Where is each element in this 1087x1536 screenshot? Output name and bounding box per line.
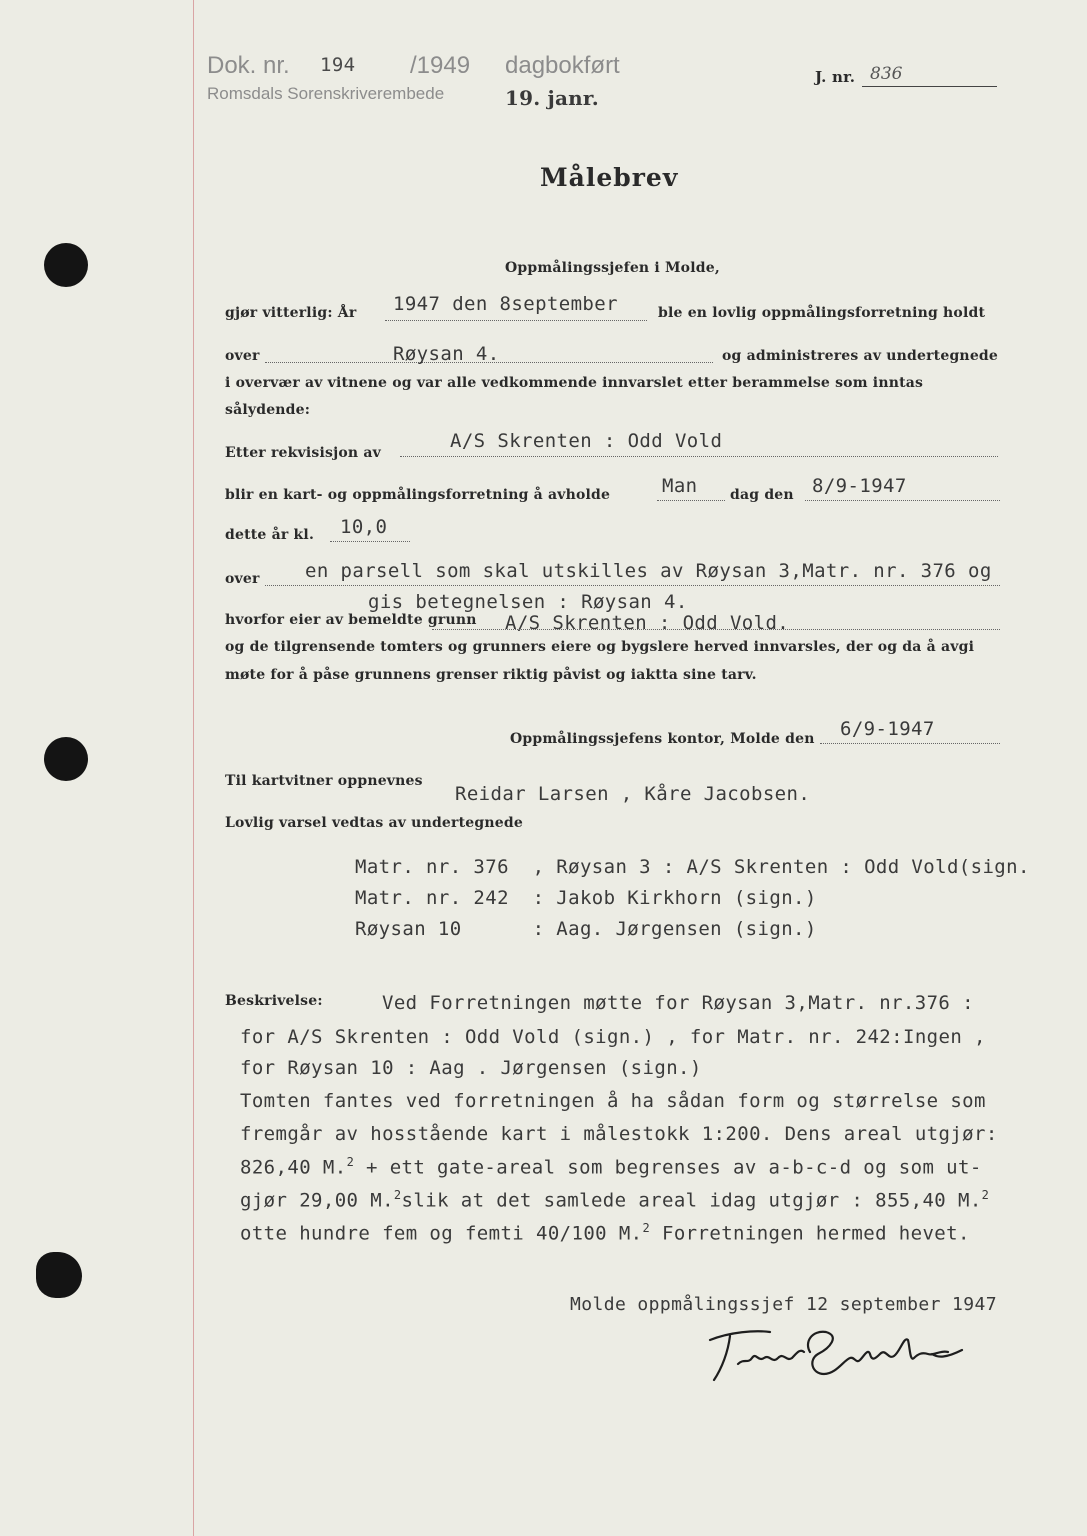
- paragraph1-line3: sålydende:: [225, 402, 311, 418]
- avholde-date-dots: [805, 500, 1000, 501]
- klokke-filled: 10,0: [340, 516, 388, 538]
- neighbour-row: Røysan 10 : Aag. Jørgensen (sign.): [355, 918, 817, 940]
- neighbour-row: Matr. nr. 376 , Røysan 3 : A/S Skrenten : Odd Vold(sign.: [355, 856, 1030, 878]
- j-nr-label: J. nr.: [815, 68, 856, 86]
- beskrivelse-line2: for A/S Skrenten : Odd Vold (sign.) , for Matr. nr. 242:Ingen ,: [240, 1026, 986, 1048]
- over2-filled-2: gis betegnelsen : Røysan 4.: [368, 591, 688, 613]
- beskrivelse-label: Beskrivelse:: [225, 993, 323, 1009]
- stamp-date: 19. janr.: [505, 86, 599, 110]
- avholde-mid: dag den: [730, 487, 794, 503]
- paragraph1-line2: i overvær av vitnene og var alle vedkommende innvarslet etter berammelse som inntas: [225, 375, 924, 391]
- neighbour-row: Matr. nr. 242 : Jakob Kirkhorn (sign.): [355, 887, 817, 909]
- kontor-date: 6/9-1947: [840, 718, 935, 740]
- over2-filled-1: en parsell som skal utskilles av Røysan 3,Matr. nr. 376 og: [305, 560, 992, 582]
- kartvitner-filled: Reidar Larsen , Kåre Jacobsen.: [455, 783, 811, 805]
- stamp-dok-label: Dok. nr.: [207, 52, 290, 79]
- eier-label: hvorfor eier av bemeldte grunn: [225, 612, 477, 628]
- beskrivelse-line6: 826,40 M.$^2$ + ett gate-areal som begrenses av a-b-c-d og som ut-: [240, 1155, 982, 1179]
- varsel-line1: og de tilgrensende tomters og grunners eiere og bygslere herved innvarsles, der og da å avgi: [225, 639, 975, 655]
- avholde-label: blir en kart- og oppmålingsforretning å avholde: [225, 487, 611, 503]
- margin-rule: [193, 0, 194, 1536]
- eier-dots: [432, 629, 1000, 630]
- stamp-dagbokfort: dagbokført: [505, 52, 620, 79]
- beskrivelse-line5: fremgår av hosstående kart i målestokk 1:200. Dens areal utgjør:: [240, 1123, 998, 1145]
- beskrivelse-line4: Tomten fantes ved forretningen å ha sådan form og størrelse som: [240, 1090, 986, 1112]
- rekvisisjon-dots: [400, 456, 998, 457]
- over1-label: over: [225, 348, 260, 364]
- stamp-dok-year: /1949: [410, 52, 471, 79]
- rekvisisjon-label: Etter rekvisisjon av: [225, 445, 381, 461]
- over1-suffix: og administreres av undertegnede: [722, 348, 999, 364]
- klokke-label: dette år kl.: [225, 527, 315, 543]
- punch-hole-bottom: [36, 1252, 82, 1298]
- kontor-label: Oppmålingssjefens kontor, Molde den: [510, 731, 815, 747]
- avholde-date: 8/9-1947: [812, 475, 907, 497]
- over2-dots: [265, 585, 1000, 586]
- stamp-dok-number: 194: [320, 54, 356, 76]
- j-nr-number: 836: [870, 64, 903, 84]
- avholde-day-dots: [657, 500, 725, 501]
- signature: [700, 1318, 970, 1388]
- beskrivelse-line7: gjør 29,00 M.$^2$slik at det samlede areal idag utgjør : 855,40 M.$^2$: [240, 1188, 990, 1212]
- closing-line: Molde oppmålingssjef 12 september 1947: [570, 1294, 998, 1315]
- j-nr-underline: [862, 86, 997, 87]
- vitterlig-prefix: gjør vitterlig: År: [225, 305, 357, 321]
- over1-filled: Røysan 4.: [393, 343, 500, 365]
- kontor-dots: [820, 743, 1000, 744]
- varsel-line2: møte for å påse grunnens grenser riktig påvist og iaktta sine tarv.: [225, 667, 757, 683]
- punch-hole-top: [44, 243, 88, 287]
- beskrivelse-line1: Ved Forretningen møtte for Røysan 3,Matr. nr.376 :: [382, 992, 974, 1014]
- vitterlig-suffix: ble en lovlig oppmålingsforretning holdt: [658, 305, 986, 321]
- vitterlig-filled: 1947 den 8september: [393, 293, 618, 315]
- stamp-office: Romsdals Sorenskriverembede: [207, 84, 445, 103]
- vitterlig-dots: [385, 320, 647, 321]
- issuer: Oppmålingssjefen i Molde,: [505, 260, 720, 276]
- lovlig-varsel: Lovlig varsel vedtas av undertegnede: [225, 815, 523, 831]
- page-title: Målebrev: [540, 163, 679, 192]
- rekvisisjon-filled: A/S Skrenten : Odd Vold: [450, 430, 723, 452]
- punch-hole-middle: [44, 737, 88, 781]
- over2-label: over: [225, 571, 260, 587]
- klokke-dots: [330, 541, 410, 542]
- avholde-day: Man: [662, 475, 698, 497]
- eier-filled: A/S Skrenten : Odd Vold.: [505, 612, 790, 634]
- kartvitner-label: Til kartvitner oppnevnes: [225, 773, 423, 789]
- beskrivelse-line8: otte hundre fem og femti 40/100 M.$^2$ Forretningen hermed hevet.: [240, 1221, 970, 1245]
- beskrivelse-line3: for Røysan 10 : Aag . Jørgensen (sign.): [240, 1057, 702, 1079]
